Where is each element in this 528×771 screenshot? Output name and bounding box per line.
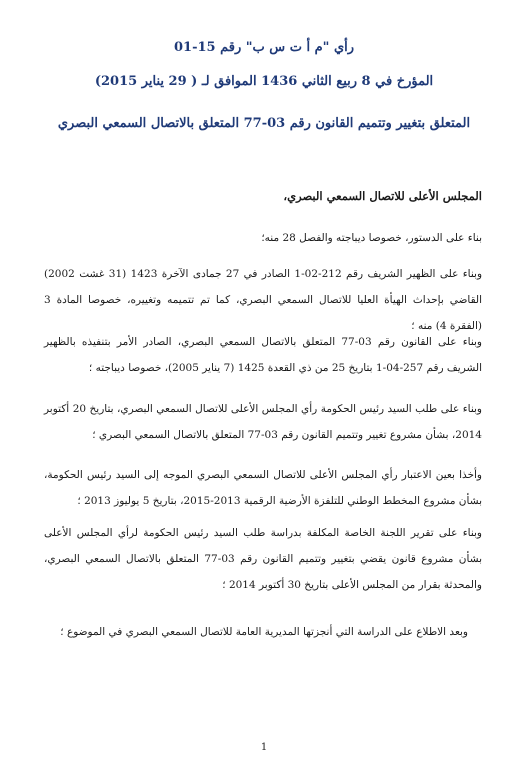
opinion-subject: المتعلق بتغيير وتتميم القانون رقم 03-77 المتعلق بالاتصال السمعي البصري — [57, 116, 471, 131]
government-request-paragraph: وبناء على طلب السيد رئيس الحكومة رأي المجلس الأعلى للاتصال السمعي البصري، بتاريخ 20 أكتوبر 2014، بشأن مشروع تغيير وتتميم القانون رقم 03-77 المتعلق بالاتصال السمعي البصري ؛ — [44, 403, 482, 441]
study-review-paragraph: وبعد الاطلاع على الدراسة التي أنجزتها المديرية العامة للاتصال السمعي البصري في الموضوع ؛ — [60, 626, 468, 638]
law-77-03-paragraph: وبناء على القانون رقم 03-77 المتعلق بالاتصال السمعي البصري، الصادر الأمر بتنفيذه بالظهير الشريف رقم 257-04-1 بتاريخ 25 من ذي القعدة 1425 (7 يناير 2005)، خصوصا ديباجته ؛ — [44, 336, 482, 374]
committee-report-paragraph: وبناء على تقرير اللجنة الخاصة المكلفة بدراسة طلب السيد رئيس الحكومة لرأي المجلس الأعلى بشأن مشروع قانون يقضي بتغيير وتتميم القانون رقم 03-77 المتعلق بالاتصال السمعي البصري، والمحدثة بقرار من المجلس الأعلى بتاريخ 30 أكتوبر 2014 ؛ — [44, 527, 482, 591]
opinion-title: رأي "م أ ت س ب" رقم 15-01 — [173, 40, 355, 55]
constitution-paragraph: بناء على الدستور، خصوصا ديباجته والفصل 28 منه؛ — [261, 232, 482, 244]
page-number: 1 — [260, 742, 268, 753]
opinion-date: المؤرخ في 8 ربيع الثاني 1436 الموافق لـ ( 29 يناير 2015) — [94, 74, 434, 89]
digital-tv-plan-paragraph: وأخذا بعين الاعتبار رأي المجلس الأعلى للاتصال السمعي البصري الموجه إلى السيد رئيس الحكومة، بشأن مشروع المخطط الوطني للتلفزة الأرضية الرقمية 2013-2015، بتاريخ 5 يوليوز 2013 ؛ — [44, 469, 482, 507]
council-name-paragraph: المجلس الأعلى للاتصال السمعي البصري، — [283, 189, 482, 203]
dahir-paragraph: وبناء على الظهير الشريف رقم 212-02-1 الصادر في 27 جمادى الآخرة 1423 (31 غشت 2002) القاضي بإحداث الهيأة العليا للاتصال السمعي البصري، كما تم تتميمه وتغييره، خصوصا المادة 3 (الفقرة 4) منه ؛ — [44, 268, 483, 332]
